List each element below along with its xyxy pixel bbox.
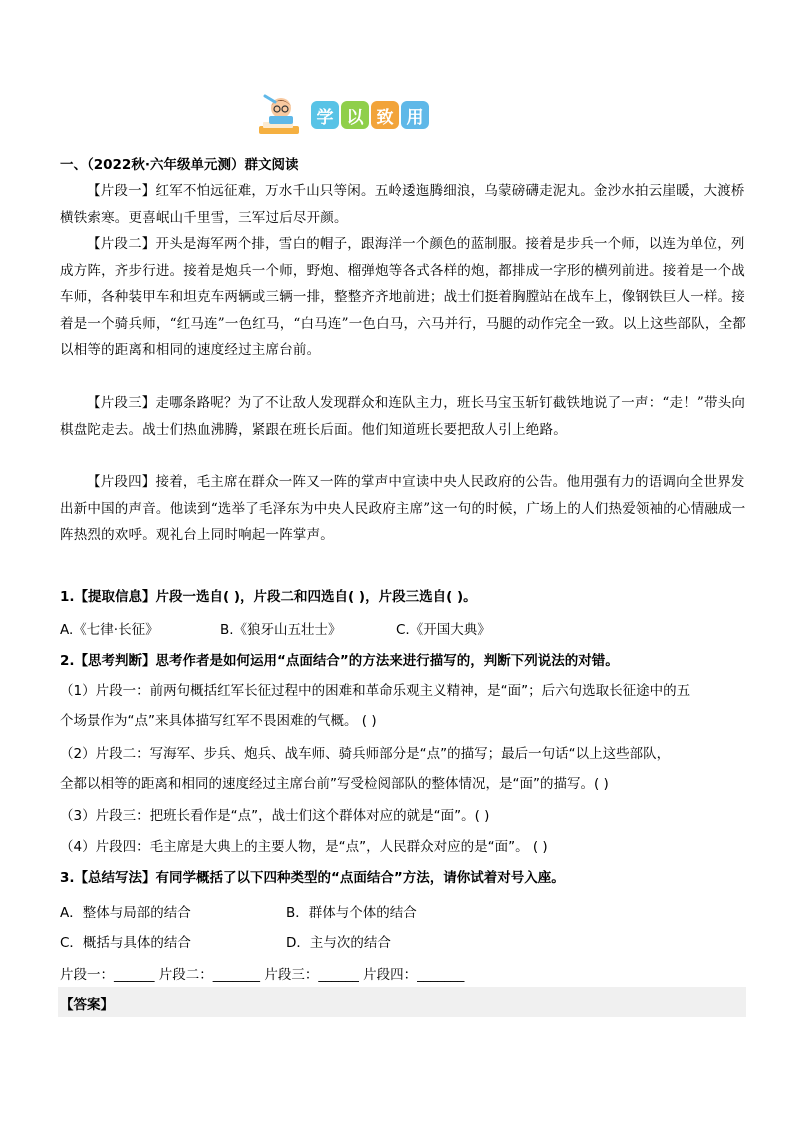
q3-fill-blanks: 片段一：______ 片段二：_______ 片段三：______ 片段四：_______ (60, 967, 465, 983)
q3-option-c: C．概括与具体的结合 (60, 935, 191, 951)
q1-option-c: C.《开国大典》 (396, 622, 491, 638)
question-1-stem: 1.【提取信息】片段一选自( )，片段二和四选自( )，片段三选自( )。 (60, 589, 477, 605)
question-3-stem: 3.【总结写法】有同学概括了以下四种类型的“点面结合”方法，请你试着对号入座。 (60, 870, 565, 886)
q3-option-a: A．整体与局部的结合 (60, 905, 191, 921)
q2-item-2b: 全都以相等的距离和相同的速度经过主席台前”写受检阅部队的整体情况，是“面”的描写。( ) (60, 776, 609, 792)
section-title: 一、（2022秋·六年级单元测）群文阅读 (60, 157, 299, 173)
banner-char-2: 以 (341, 101, 369, 129)
passage-2: 【片段二】开头是海军两个排，雪白的帽子，跟海洋一个颜色的蓝制服。接着是步兵一个师，以连为单位，列成方阵，齐步行进。接着是炮兵一个师，野炮、榴弹炮等各式各样的炮，都排成一字形的横列前进。接着是一个战车师，各种装甲车和坦克车两辆或三辆一排，整整齐齐地前进；战士们挺着胸膛站在战车上，像钢铁巨人一样。接着是一个骑兵师，“红马连”一色红马，“白马连”一色白马，六马并行，马腿的动作完全一致。以上这些部队，全都以相等的距离和相同的速度经过主席台前。 (60, 236, 747, 358)
banner-char-1: 学 (311, 101, 339, 129)
student-reading-illustration-icon (255, 92, 309, 138)
q2-item-2a: （2）片段二：写海军、步兵、炮兵、战车师、骑兵师部分是“点”的描写；最后一句话“以上这些部队， (60, 746, 671, 762)
q2-item-1a: （1）片段一：前两句概括红军长征过程中的困难和革命乐观主义精神，是“面”；后六句选取长征途中的五 (60, 683, 691, 699)
q2-item-4: （4）片段四：毛主席是大典上的主要人物，是“点”，人民群众对应的是“面”。 ( ) (60, 839, 548, 855)
q2-item-3: （3）片段三：把班长看作是“点”，战士们这个群体对应的就是“面”。( ) (60, 808, 490, 824)
passage-1: 【片段一】红军不怕远征难，万水千山只等闲。五岭逶迤腾细浪，乌蒙磅礴走泥丸。金沙水拍云崖暖，大渡桥横铁索寒。更喜岷山千里雪，三军过后尽开颜。 (60, 183, 745, 226)
passage-4: 【片段四】接着，毛主席在群众一阵又一阵的掌声中宣读中央人民政府的公告。他用强有力的语调向全世界发出新中国的声音。他读到“选举了毛泽东为中央人民政府主席”这一句的时候，广场上的人们热爱领袖的心情融成一阵热烈的欢呼。观礼台上同时响起一阵掌声。 (60, 474, 746, 543)
passage-3: 【片段三】走哪条路呢？为了不让敌人发现群众和连队主力，班长马宝玉斩钉截铁地说了一声：“走！”带头向棋盘陀走去。战士们热血沸腾，紧跟在班长后面。他们知道班长要把敌人引上绝路。 (60, 395, 746, 438)
banner-char-3: 致 (371, 101, 399, 129)
q3-option-b: B．群体与个体的结合 (286, 905, 417, 921)
answer-section (58, 987, 746, 1017)
answer-label: 【答案】 (60, 997, 114, 1013)
q1-option-a: A.《七律·长征》 (60, 622, 159, 638)
q3-option-d: D．主与次的结合 (286, 935, 391, 951)
q1-option-b: B.《狼牙山五壮士》 (220, 622, 342, 638)
question-2-stem: 2.【思考判断】思考作者是如何运用“点面结合”的方法来进行描写的，判断下列说法的对错。 (60, 653, 619, 669)
banner-char-4: 用 (401, 101, 429, 129)
q2-item-1b: 个场景作为“点”来具体描写红军不畏困难的气概。 ( ) (60, 713, 377, 729)
section-banner (255, 92, 429, 138)
